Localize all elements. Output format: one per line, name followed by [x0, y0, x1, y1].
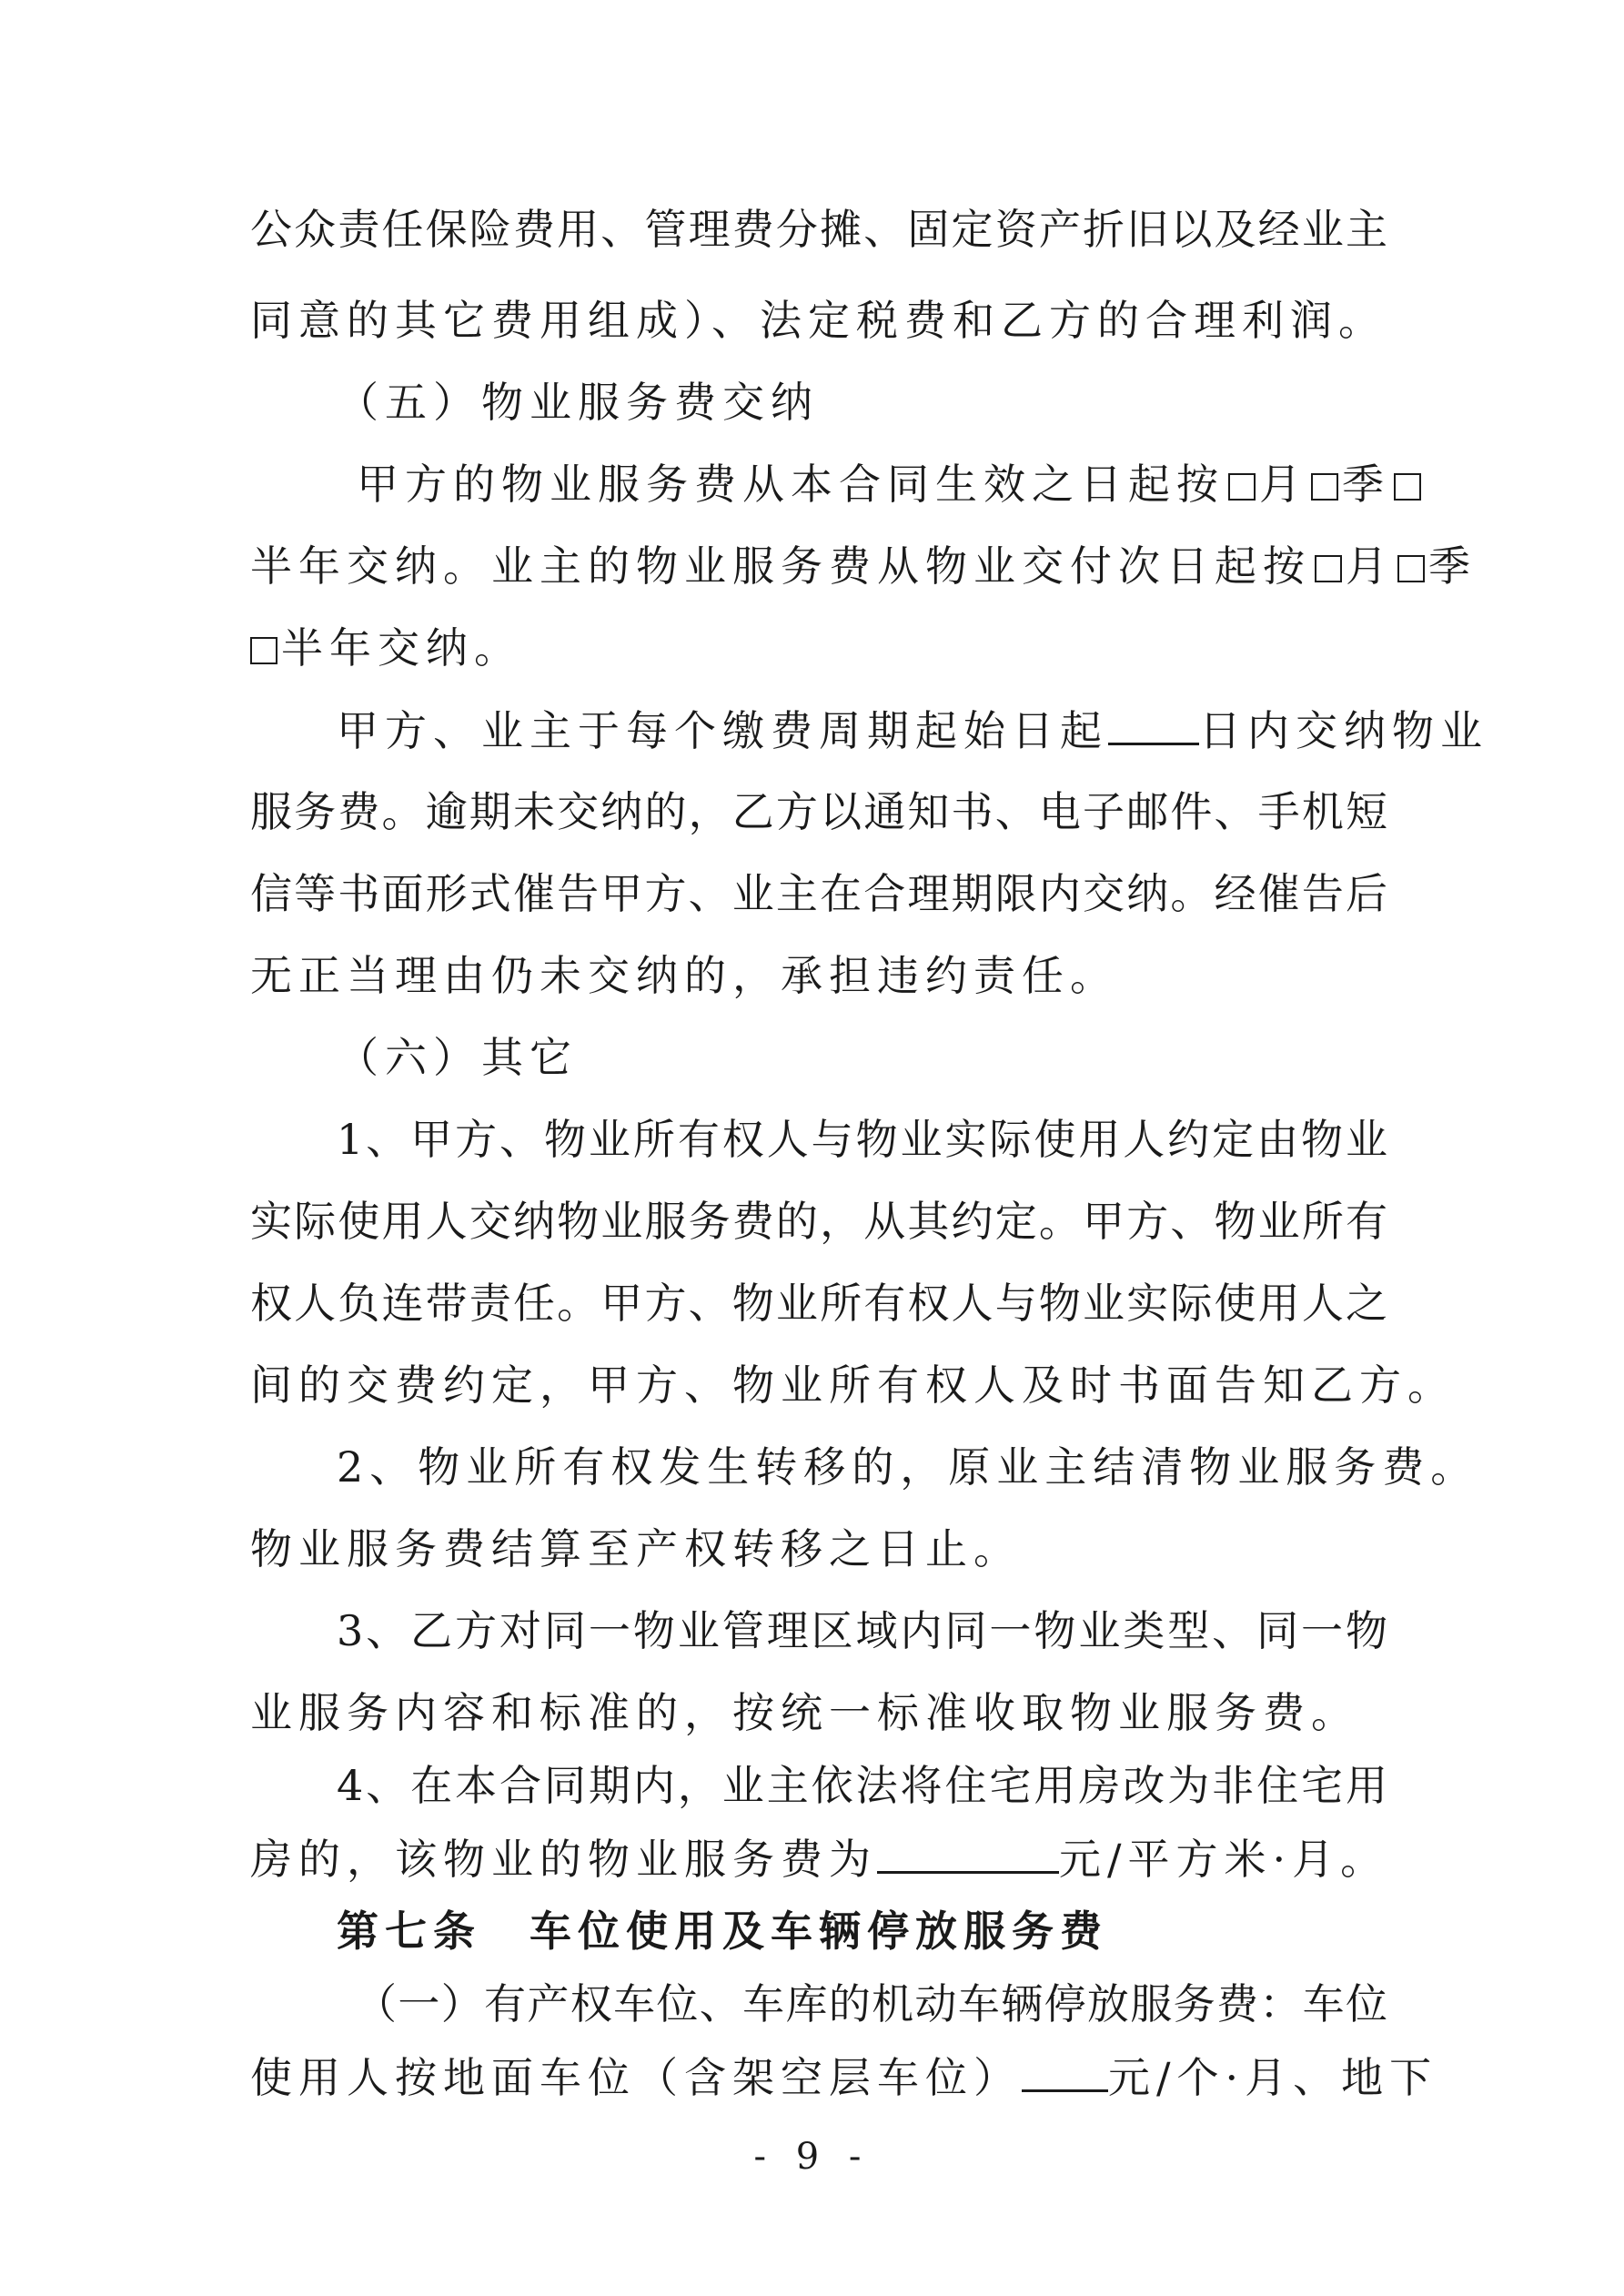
- checkbox[interactable]: [1315, 555, 1342, 582]
- checkbox[interactable]: [1228, 473, 1256, 501]
- fill-in-blank[interactable]: [1022, 2049, 1108, 2092]
- paragraph-text: 房的，该物业的物业服务费为: [250, 1835, 877, 1884]
- paragraph-line: 业服务内容和标准的，按统一标准收取物业服务费。: [250, 1688, 1359, 1737]
- paragraph-line: 物业服务费结算至产权转移之日止。: [250, 1524, 1022, 1573]
- paragraph-line: 1、甲方、物业所有权人与物业实际使用人约定由物业: [337, 1115, 1387, 1164]
- paragraph-text: 日内交纳物业: [1199, 706, 1488, 755]
- paragraph-line: 无正当理由仍未交纳的，承担违约责任。: [250, 951, 1118, 1000]
- paragraph-line: 2、物业所有权发生转移的，原业主结清物业服务费。: [337, 1442, 1479, 1492]
- page-number: - 9 -: [753, 2136, 871, 2178]
- option-label: 月: [1346, 541, 1394, 591]
- paragraph-text: 元/平方米·月。: [1059, 1835, 1389, 1884]
- fill-in-blank[interactable]: [877, 1831, 1059, 1874]
- option-label: 季: [1342, 460, 1390, 509]
- section-heading: （五）物业服务费交纳: [337, 378, 819, 427]
- paragraph-line: 实际使用人交纳物业服务费的，从其约定。甲方、物业所有: [250, 1197, 1387, 1246]
- paragraph-text: 元/个·月、地下: [1108, 2053, 1438, 2102]
- paragraph-line: [250, 1831, 1387, 1886]
- option-label: 季: [1428, 541, 1477, 591]
- paragraph-line: 信等书面形式催告甲方、业主在合理期限内交纳。经催告后: [250, 869, 1387, 918]
- paragraph-line: [250, 539, 1477, 593]
- option-label: 月: [1259, 460, 1307, 509]
- paragraph-line: [250, 621, 1387, 675]
- paragraph-line: 4、在本合同期内，业主依法将住宅用房改为非住宅用: [337, 1761, 1387, 1810]
- paragraph-text: 半年交纳。业主的物业服务费从物业交付次日起按: [250, 541, 1311, 591]
- paragraph-line: [337, 703, 1488, 757]
- checkbox[interactable]: [250, 637, 277, 664]
- paragraph-line: 间的交费约定，甲方、物业所有权人及时书面告知乙方。: [250, 1360, 1456, 1410]
- paragraph-line: 权人负连带责任。甲方、物业所有权人与物业实际使用人之: [250, 1279, 1387, 1328]
- paragraph-text: 甲方的物业服务费从本合同生效之日起按: [357, 460, 1225, 509]
- checkbox[interactable]: [1311, 473, 1338, 501]
- checkbox[interactable]: [1397, 555, 1425, 582]
- checkbox[interactable]: [1394, 473, 1421, 501]
- paragraph-line: 服务费。逾期未交纳的，乙方以通知书、电子邮件、手机短: [250, 787, 1387, 836]
- paragraph-line: 公众责任保险费用、管理费分摊、固定资产折旧以及经业主: [250, 205, 1387, 254]
- fill-in-blank[interactable]: [1108, 703, 1199, 745]
- paragraph-line: 3、乙方对同一物业管理区域内同一物业类型、同一物: [337, 1606, 1387, 1655]
- paragraph-text: 甲方、业主于每个缴费周期起始日起: [337, 706, 1108, 755]
- article-heading: 第七条 车位使用及车辆停放服务费: [337, 1907, 1108, 1956]
- paragraph-line: [250, 2049, 1438, 2104]
- paragraph-line: 同意的其它费用组成）、法定税费和乙方的合理利润。: [250, 296, 1387, 345]
- paragraph-text: 半年交纳。: [281, 623, 522, 673]
- paragraph-line: （一）有产权车位、车库的机动车辆停放服务费：车位: [355, 1979, 1387, 2028]
- paragraph-text: 使用人按地面车位（含架空层车位）: [250, 2053, 1022, 2102]
- paragraph-line: [357, 457, 1390, 511]
- section-heading: （六）其它: [337, 1033, 578, 1082]
